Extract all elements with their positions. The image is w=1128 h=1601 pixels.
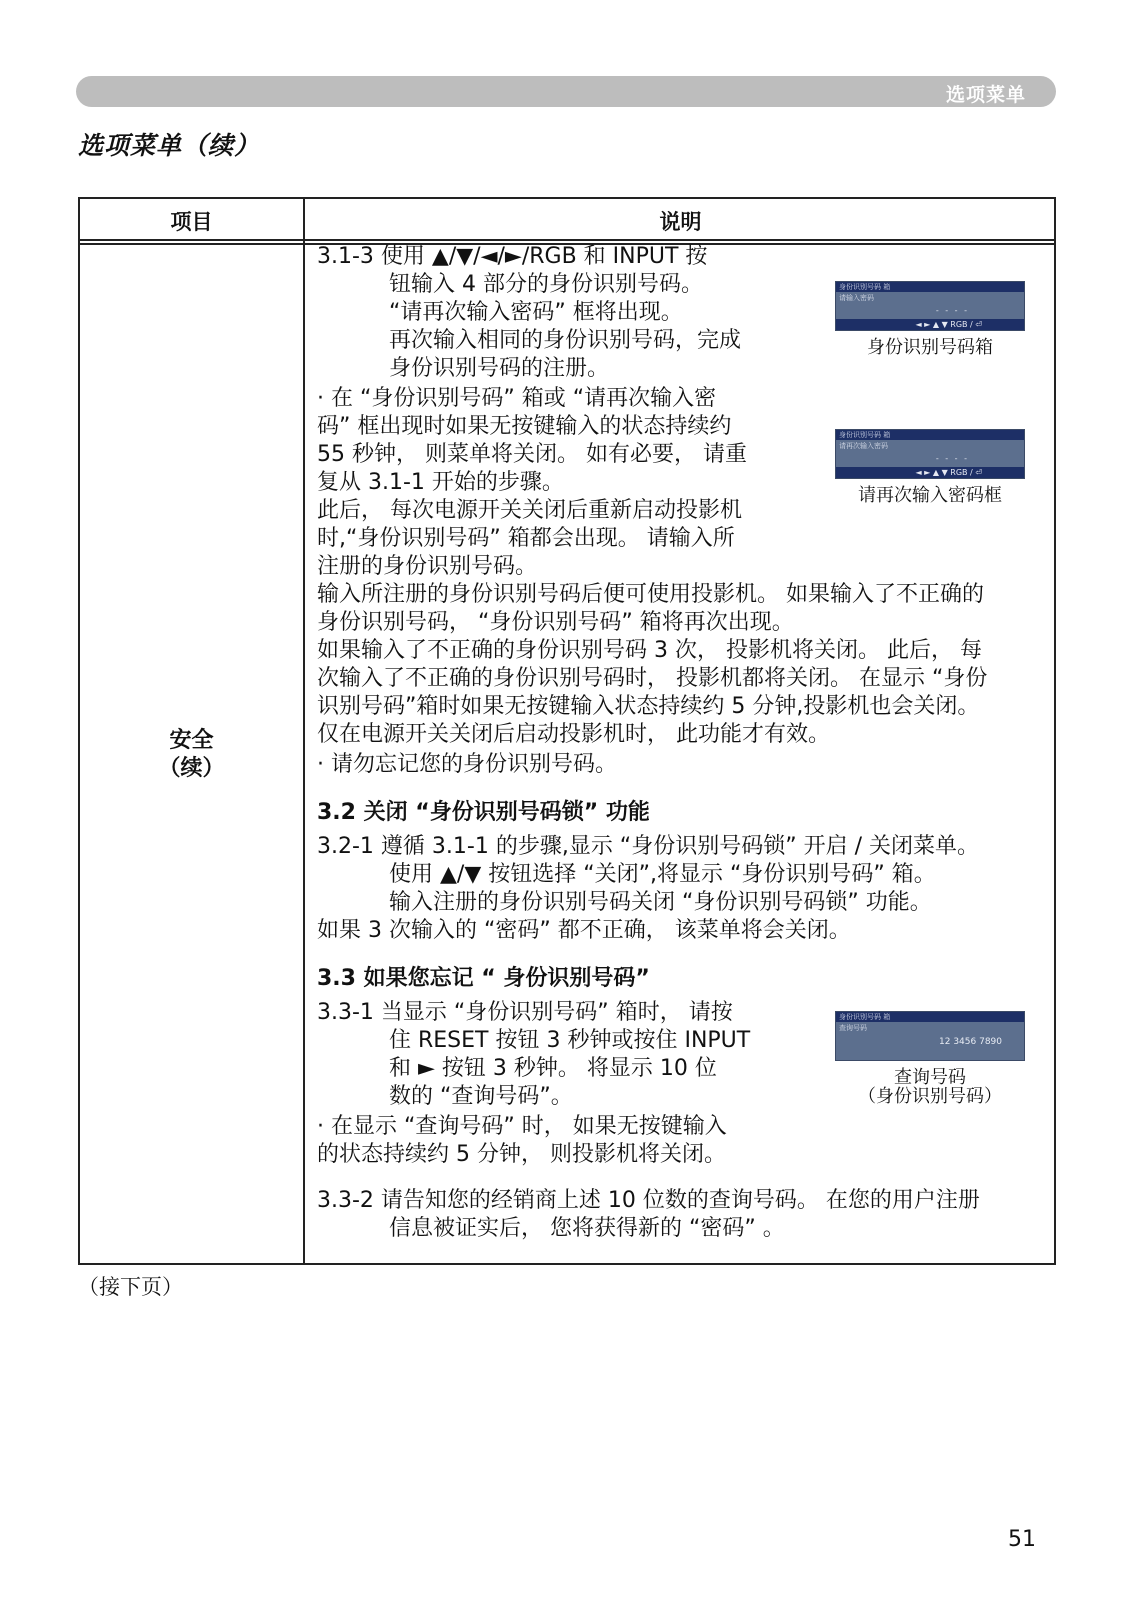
screen-caption: 请再次输入密码框 xyxy=(858,485,1002,506)
screen-title: 身份识别号码 箱 xyxy=(836,1012,1024,1022)
page-number: 51 xyxy=(1008,1527,1036,1552)
text-line: 仅在电源开关关闭后启动投影机时， 此功能才有效。 xyxy=(317,722,830,747)
screen-title: 身份识别号码 箱 xyxy=(836,282,1024,292)
text-line: 如果 3 次输入的 “密码” 都不正确， 该菜单将会关闭。 xyxy=(317,918,851,943)
text-line: · 在显示 “查询号码” 时， 如果无按键输入 xyxy=(317,1114,727,1139)
text-line: 住 RESET 按钮 3 秒钟或按住 INPUT xyxy=(389,1028,751,1053)
text-line: 身份识别号码的注册。 xyxy=(389,356,610,381)
screen-footer: ◄ ► ▲ ▼ RGB / ⏎ xyxy=(836,467,1024,478)
reenter-box-screen xyxy=(835,429,1025,479)
text-line: 使用 ▲/▼ 按钮选择 “关闭”,将显示 “身份识别号码” 箱。 xyxy=(389,862,936,887)
text-line: · 在 “身份识别号码” 箱或 “请再次输入密 xyxy=(317,386,717,411)
text-line: 如果输入了不正确的身份识别号码 3 次， 投影机将关闭。 此后， 每 xyxy=(317,638,982,663)
text-line: 身份识别号码， “身份识别号码” 箱将再次出现。 xyxy=(317,610,794,635)
text-line: 识别号码”箱时如果无按键输入状态持续约 5 分钟,投影机也会关闭。 xyxy=(317,694,980,719)
screen-footer: ◄ ► ▲ ▼ RGB / ⏎ xyxy=(836,319,1024,330)
section-heading: 3.2 关闭 “身份识别号码锁” 功能 xyxy=(317,800,650,825)
screen-title: 身份识别号码 箱 xyxy=(836,430,1024,440)
screen-value: - - - - xyxy=(935,306,969,315)
header-bar xyxy=(76,76,1056,107)
text-line: “请再次输入密码” 框将出现。 xyxy=(389,300,683,325)
section-label: 选项菜单 xyxy=(945,84,1026,106)
text-line: 钮输入 4 部分的身份识别号码。 xyxy=(389,272,703,297)
text-line: · 请勿忘记您的身份识别号码。 xyxy=(317,752,617,777)
inquiry-code-value: 12 3456 7890 xyxy=(939,1037,1002,1047)
page-title: 选项菜单（续） xyxy=(78,131,261,160)
section-heading: 3.3 如果您忘记 “ 身份识别号码” xyxy=(317,966,650,991)
screen-prompt: 请输入密码 xyxy=(839,294,874,302)
item-name-line: 安全 xyxy=(169,728,214,753)
text-line: 3.1-3 使用 ▲/▼/◄/►/RGB 和 INPUT 按 xyxy=(317,244,708,269)
screen-value: - - - - xyxy=(935,454,969,463)
text-line: 和 ► 按钮 3 秒钟。 将显示 10 位 xyxy=(389,1056,717,1081)
text-line: 3.3-1 当显示 “身份识别号码” 箱时， 请按 xyxy=(317,1000,733,1025)
continued-note: （接下页） xyxy=(78,1275,183,1299)
screen-prompt: 请再次输入密码 xyxy=(839,442,888,450)
screen-caption-sub: （身份识别号码） xyxy=(858,1086,1002,1107)
screen-caption: 查询号码 xyxy=(894,1067,966,1088)
screen-caption: 身份识别号码箱 xyxy=(867,337,993,358)
text-line: 数的 “查询号码”。 xyxy=(389,1084,573,1109)
header-divider xyxy=(80,239,1054,241)
text-line: 再次输入相同的身份识别号码，完成 xyxy=(389,328,742,353)
text-line: 码” 框出现时如果无按键输入的状态持续约 xyxy=(317,414,732,439)
text-line: 3.2-1 遵循 3.1-1 的步骤,显示 “身份识别号码锁” 开启 / 关闭菜单。 xyxy=(317,834,979,859)
text-line: 的状态持续约 5 分钟， 则投影机将关闭。 xyxy=(317,1142,726,1167)
item-name-security xyxy=(80,727,303,783)
screen-prompt: 查询号码 xyxy=(839,1024,867,1032)
options-table xyxy=(78,197,1056,1265)
text-line: 次输入了不正确的身份识别号码时， 投影机都将关闭。 在显示 “身份 xyxy=(317,666,988,691)
text-line: 注册的身份识别号码。 xyxy=(317,554,538,579)
column-header-item: 项目 xyxy=(170,210,213,234)
text-line: 55 秒钟， 则菜单将关闭。 如有必要， 请重 xyxy=(317,442,747,467)
text-line: 输入所注册的身份识别号码后便可使用投影机。 如果输入了不正确的 xyxy=(317,582,984,607)
column-divider xyxy=(303,199,305,1263)
inquiry-code-screen xyxy=(835,1011,1025,1061)
text-line: 时,“身份识别号码” 箱都会出现。 请输入所 xyxy=(317,526,735,551)
pin-box-screen xyxy=(835,281,1025,331)
text-line: 3.3-2 请告知您的经销商上述 10 位数的查询号码。 在您的用户注册 xyxy=(317,1188,980,1213)
item-name-line: （续） xyxy=(158,756,225,781)
column-header-description: 说明 xyxy=(659,210,702,234)
text-line: 输入注册的身份识别号码关闭 “身份识别号码锁” 功能。 xyxy=(389,890,932,915)
text-line: 此后， 每次电源开关关闭后重新启动投影机 xyxy=(317,498,742,523)
text-line: 信息被证实后， 您将获得新的 “密码” 。 xyxy=(389,1216,785,1241)
text-line: 复从 3.1-1 开始的步骤。 xyxy=(317,470,564,495)
